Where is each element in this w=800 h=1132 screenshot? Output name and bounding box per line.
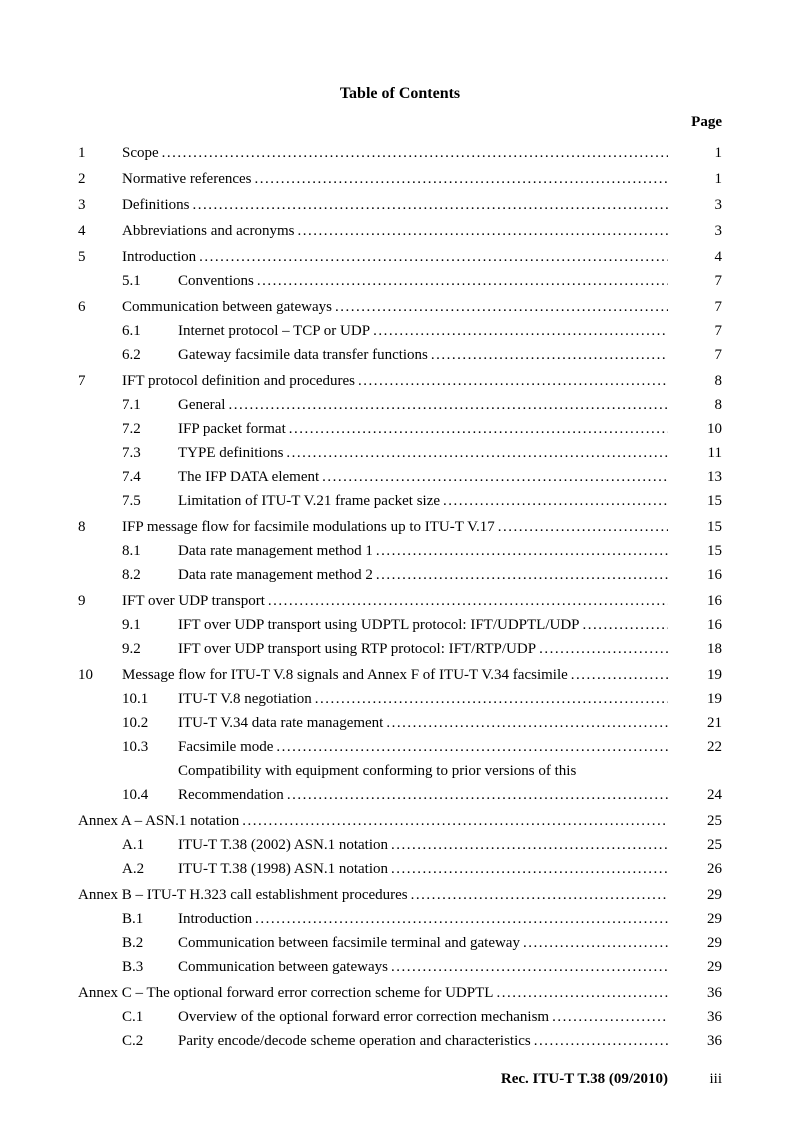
toc-entry-body <box>178 441 668 465</box>
toc-row <box>78 907 722 931</box>
toc-entry-page: 19 <box>707 667 722 683</box>
toc-entry-title: Overview of the optional forward error correction mechanism <box>178 1009 550 1025</box>
toc-entry-line <box>178 319 668 343</box>
toc-entry-body <box>178 931 668 955</box>
toc-entry-title: Compatibility with equipment conforming to prior versions of this <box>178 763 577 779</box>
toc-entry-page: 25 <box>707 837 722 853</box>
toc-row <box>78 759 722 807</box>
toc-entry-line <box>178 489 668 513</box>
dot-leader <box>255 907 668 931</box>
toc-row <box>78 393 722 417</box>
dot-leader <box>287 783 668 807</box>
toc-entry-line <box>122 193 668 217</box>
toc-row <box>78 441 722 465</box>
toc-row <box>78 167 722 191</box>
dot-leader <box>242 809 668 833</box>
toc-entry-body <box>178 343 668 367</box>
toc-entry-body <box>122 219 668 243</box>
toc-entry-title: ITU-T V.34 data rate management <box>178 715 384 731</box>
toc-entry-number: 2 <box>78 171 86 187</box>
toc-entry-page: 8 <box>714 373 722 389</box>
dot-leader <box>276 735 668 759</box>
toc-entry-number: 7.4 <box>122 469 141 485</box>
toc-entry-page: 7 <box>714 323 722 339</box>
toc-entry-page: 1 <box>714 171 722 187</box>
toc-entry-page: 36 <box>707 1033 722 1049</box>
dot-leader <box>199 245 668 269</box>
dot-leader <box>571 663 668 687</box>
dot-leader <box>539 637 668 661</box>
toc-entry-page: 15 <box>707 493 722 509</box>
dot-leader <box>358 369 668 393</box>
dot-leader <box>443 489 668 513</box>
toc-row <box>78 663 722 687</box>
toc-entry-title: Communication between facsimile terminal and gateway <box>178 935 520 951</box>
toc-entry-body <box>78 981 668 1005</box>
toc-entry-page: 25 <box>707 813 722 829</box>
page-column-header: Page <box>691 114 722 130</box>
dot-leader <box>386 711 668 735</box>
toc-entry-line <box>78 981 668 1005</box>
dot-leader <box>391 955 668 979</box>
toc-entry-number: 9.2 <box>122 641 141 657</box>
toc-entry-body <box>178 759 668 807</box>
toc-row <box>78 735 722 759</box>
toc-entry-number: 5.1 <box>122 273 141 289</box>
dot-leader <box>335 295 668 319</box>
toc-entry-body <box>178 563 668 587</box>
dot-leader <box>315 687 668 711</box>
toc-row <box>78 613 722 637</box>
toc-entry-line <box>178 711 668 735</box>
toc-entry-title-continued: Recommendation <box>178 787 284 803</box>
toc-entry-number: B.1 <box>122 911 144 927</box>
page-title: Table of Contents <box>339 85 461 102</box>
toc-entry-number: B.3 <box>122 959 144 975</box>
toc-entry-line <box>178 465 668 489</box>
toc-entry-title: Internet protocol – TCP or UDP <box>178 323 371 339</box>
toc-entry-page: 7 <box>714 347 722 363</box>
footer-page-number: iii <box>709 1071 722 1087</box>
toc-entry-page: 21 <box>707 715 722 731</box>
toc-entry-body <box>178 857 668 881</box>
toc-entry-number: 8.1 <box>122 543 141 559</box>
toc-entry-title: Annex C – The optional forward error correction scheme for UDPTL <box>78 985 494 1001</box>
dot-leader <box>411 883 668 907</box>
toc-entry-body <box>122 515 668 539</box>
toc-entry-title: Introduction <box>178 911 253 927</box>
toc-entry-page: 4 <box>714 249 722 265</box>
toc-entry-page: 16 <box>707 567 722 583</box>
toc-row <box>78 515 722 539</box>
toc-entry-number: A.2 <box>122 861 145 877</box>
toc-entry-line <box>178 417 668 441</box>
toc-entry-page: 29 <box>707 935 722 951</box>
toc-entry-title: ITU-T T.38 (1998) ASN.1 notation <box>178 861 388 877</box>
toc-entry-body <box>178 735 668 759</box>
toc-entry-line <box>178 343 668 367</box>
toc-entry-line <box>178 393 668 417</box>
toc-entry-title: IFT protocol definition and procedures <box>122 373 355 389</box>
toc-entry-title: Data rate management method 2 <box>178 567 373 583</box>
dot-leader <box>498 515 668 539</box>
toc-entry-body <box>178 539 668 563</box>
page-footer <box>78 1069 722 1089</box>
toc-entry-page: 16 <box>707 617 722 633</box>
toc-entry-line <box>178 687 668 711</box>
toc-entry-body <box>122 295 668 319</box>
dot-leader <box>289 417 668 441</box>
toc-entry-page: 26 <box>707 861 722 877</box>
toc-entry-title: Gateway facsimile data transfer functions <box>178 347 428 363</box>
toc-entry-line <box>78 809 668 833</box>
toc-entry-number: 5 <box>78 249 86 265</box>
toc-entry-page: 10 <box>707 421 722 437</box>
dot-leader <box>297 219 668 243</box>
toc-row <box>78 245 722 269</box>
toc-row <box>78 931 722 955</box>
toc-entry-line <box>178 441 668 465</box>
toc-entry-number: 10.4 <box>122 787 149 803</box>
toc-entry-number: 7.5 <box>122 493 141 509</box>
toc-entry-page: 8 <box>714 397 722 413</box>
toc-entry-number: 8 <box>78 519 86 535</box>
toc-entry-page: 3 <box>714 197 722 213</box>
toc-entry-body <box>178 1029 668 1053</box>
dot-leader <box>193 193 669 217</box>
toc-entry-body <box>178 1005 668 1029</box>
toc-entry-line <box>178 735 668 759</box>
dot-leader <box>268 589 668 613</box>
toc-entry-body <box>178 613 668 637</box>
toc-entry-line <box>122 589 668 613</box>
toc-entry-body <box>122 141 668 165</box>
toc-entry-title: IFT over UDP transport using RTP protocol: IFT/RTP/UDP <box>178 641 537 657</box>
dot-leader <box>583 613 668 637</box>
toc-entry-title: Parity encode/decode scheme operation and characteristics <box>178 1033 531 1049</box>
toc-entry-line <box>78 883 668 907</box>
dot-leader <box>255 167 668 191</box>
toc-entry-line <box>178 857 668 881</box>
toc-row <box>78 417 722 441</box>
toc-row <box>78 489 722 513</box>
toc-entry-body <box>122 663 668 687</box>
dot-leader <box>552 1005 668 1029</box>
toc-entry-title: Introduction <box>122 249 197 265</box>
toc-entry-body <box>178 907 668 931</box>
toc-entry-body <box>122 589 668 613</box>
toc-entry-line <box>178 563 668 587</box>
toc-entry-title: IFT over UDP transport using UDPTL protocol: IFT/UDPTL/UDP <box>178 617 580 633</box>
dot-leader <box>523 931 668 955</box>
toc-entry-page: 16 <box>707 593 722 609</box>
toc-entry-number: 7.3 <box>122 445 141 461</box>
toc-entry-page: 18 <box>707 641 722 657</box>
toc-entry-title: Normative references <box>122 171 252 187</box>
toc-entry-line <box>122 515 668 539</box>
toc-entry-page: 15 <box>707 543 722 559</box>
toc-entry-number: 1 <box>78 145 86 161</box>
toc-entry-body <box>178 489 668 513</box>
toc-entry-number: 7.1 <box>122 397 141 413</box>
toc-entry-number: 7.2 <box>122 421 141 437</box>
toc-row <box>78 809 722 833</box>
toc-entry-page: 13 <box>707 469 722 485</box>
toc-entry-number: A.1 <box>122 837 145 853</box>
toc-entry-title: Definitions <box>122 197 190 213</box>
toc-entry-title: Abbreviations and acronyms <box>122 223 295 239</box>
content-area <box>78 113 722 1089</box>
toc-row <box>78 711 722 735</box>
toc-row <box>78 955 722 979</box>
dot-leader <box>286 441 668 465</box>
toc-entry-title: Limitation of ITU-T V.21 frame packet size <box>178 493 441 509</box>
toc-entry-number: 8.2 <box>122 567 141 583</box>
toc-entry-title: ITU-T T.38 (2002) ASN.1 notation <box>178 837 388 853</box>
toc-row <box>78 833 722 857</box>
toc-entry-title: Annex B – ITU-T H.323 call establishment procedures <box>78 887 408 903</box>
toc-entry-line <box>178 637 668 661</box>
toc-entry-title: The IFP DATA element <box>178 469 320 485</box>
toc-entry-title: IFT over UDP transport <box>122 593 265 609</box>
toc-entry-page: 11 <box>707 445 722 461</box>
toc-entry-title: Conventions <box>178 273 254 289</box>
dot-leader <box>391 857 668 881</box>
toc-entry-page: 36 <box>707 985 722 1001</box>
toc-entry-page: 22 <box>707 739 722 755</box>
toc-list <box>78 141 722 1053</box>
toc-entry-page: 29 <box>707 911 722 927</box>
toc-entry-line <box>178 269 668 293</box>
toc-entry-body <box>122 245 668 269</box>
toc-row <box>78 637 722 661</box>
toc-row <box>78 343 722 367</box>
toc-entry-body <box>122 193 668 217</box>
toc-entry-line <box>122 141 668 165</box>
toc-row <box>78 1029 722 1053</box>
toc-entry-line <box>178 833 668 857</box>
toc-entry-title: Communication between gateways <box>178 959 388 975</box>
toc-entry-body <box>178 269 668 293</box>
toc-entry-number: 9 <box>78 593 86 609</box>
dot-leader <box>257 269 668 293</box>
toc-entry-page: 19 <box>707 691 722 707</box>
toc-entry-body <box>178 955 668 979</box>
toc-entry-body <box>178 637 668 661</box>
toc-entry-title: Facsimile mode <box>178 739 274 755</box>
toc-entry-line <box>122 167 668 191</box>
toc-entry-number: 7 <box>78 373 86 389</box>
toc-entry-title: TYPE definitions <box>178 445 284 461</box>
toc-entry-page: 7 <box>714 299 722 315</box>
toc-entry-number: 6 <box>78 299 86 315</box>
toc-entry-number: 10.1 <box>122 691 149 707</box>
toc-row <box>78 319 722 343</box>
toc-row <box>78 1005 722 1029</box>
toc-row <box>78 369 722 393</box>
toc-entry-number: 9.1 <box>122 617 141 633</box>
toc-entry-title: Communication between gateways <box>122 299 332 315</box>
toc-entry-line <box>178 955 668 979</box>
toc-entry-number: C.1 <box>122 1009 144 1025</box>
dot-leader <box>376 563 668 587</box>
dot-leader <box>376 539 668 563</box>
toc-entry-number: B.2 <box>122 935 144 951</box>
dot-leader <box>162 141 668 165</box>
toc-row <box>78 857 722 881</box>
dot-leader <box>373 319 668 343</box>
toc-entry-line <box>178 931 668 955</box>
toc-entry-page: 29 <box>707 887 722 903</box>
toc-entry-line <box>122 369 668 393</box>
toc-entry-number: 10 <box>78 667 93 683</box>
toc-entry-page: 7 <box>714 273 722 289</box>
toc-row <box>78 539 722 563</box>
toc-entry-body <box>178 319 668 343</box>
toc-entry-page: 29 <box>707 959 722 975</box>
toc-entry-title: Message flow for ITU-T V.8 signals and Annex F of ITU-T V.34 facsimile <box>122 667 568 683</box>
toc-entry-body <box>178 465 668 489</box>
toc-entry-number: 6.1 <box>122 323 141 339</box>
toc-entry-body <box>122 369 668 393</box>
toc-entry-number: 10.2 <box>122 715 149 731</box>
toc-entry-line <box>122 663 668 687</box>
toc-entry-title: Data rate management method 1 <box>178 543 373 559</box>
toc-entry-page: 1 <box>714 145 722 161</box>
dot-leader <box>322 465 668 489</box>
dot-leader <box>391 833 668 857</box>
toc-entry-line <box>178 1005 668 1029</box>
toc-row <box>78 981 722 1005</box>
toc-entry-body <box>178 833 668 857</box>
dot-leader <box>534 1029 668 1053</box>
toc-entry-body <box>122 167 668 191</box>
toc-entry-line <box>178 783 668 807</box>
toc-entry-body <box>178 687 668 711</box>
toc-row <box>78 219 722 243</box>
toc-entry-number: 4 <box>78 223 86 239</box>
footer-doc-ref: Rec. ITU-T T.38 (09/2010) <box>500 1071 668 1087</box>
toc-entry-page: 3 <box>714 223 722 239</box>
toc-entry-number: 6.2 <box>122 347 141 363</box>
toc-entry-title: General <box>178 397 226 413</box>
toc-entry-line <box>178 539 668 563</box>
toc-row <box>78 589 722 613</box>
toc-entry-title: IFP packet format <box>178 421 286 437</box>
dot-leader <box>431 343 668 367</box>
toc-entry-page: 24 <box>707 787 722 803</box>
toc-row <box>78 883 722 907</box>
toc-entry-body <box>178 393 668 417</box>
toc-row <box>78 269 722 293</box>
toc-entry-body <box>78 883 668 907</box>
toc-entry-title: IFP message flow for facsimile modulations up to ITU-T V.17 <box>122 519 495 535</box>
toc-entry-body <box>178 711 668 735</box>
toc-entry-line <box>178 907 668 931</box>
toc-entry-line <box>122 245 668 269</box>
toc-entry-line <box>122 295 668 319</box>
toc-entry-page: 36 <box>707 1009 722 1025</box>
toc-entry-line <box>178 613 668 637</box>
toc-entry-number: 10.3 <box>122 739 149 755</box>
toc-row <box>78 141 722 165</box>
toc-entry-title: ITU-T V.8 negotiation <box>178 691 312 707</box>
dot-leader <box>228 393 668 417</box>
toc-row <box>78 465 722 489</box>
toc-row <box>78 193 722 217</box>
toc-entry-line <box>178 1029 668 1053</box>
toc-entry-title: Scope <box>122 145 159 161</box>
toc-entry-title: Annex A – ASN.1 notation <box>78 813 240 829</box>
toc-entry-body <box>178 417 668 441</box>
toc-row <box>78 563 722 587</box>
toc-row <box>78 295 722 319</box>
toc-entry-number: C.2 <box>122 1033 144 1049</box>
toc-entry-line <box>122 219 668 243</box>
toc-entry-page: 15 <box>707 519 722 535</box>
dot-leader <box>496 981 668 1005</box>
toc-entry-body <box>78 809 668 833</box>
toc-row <box>78 687 722 711</box>
toc-entry-number: 3 <box>78 197 86 213</box>
